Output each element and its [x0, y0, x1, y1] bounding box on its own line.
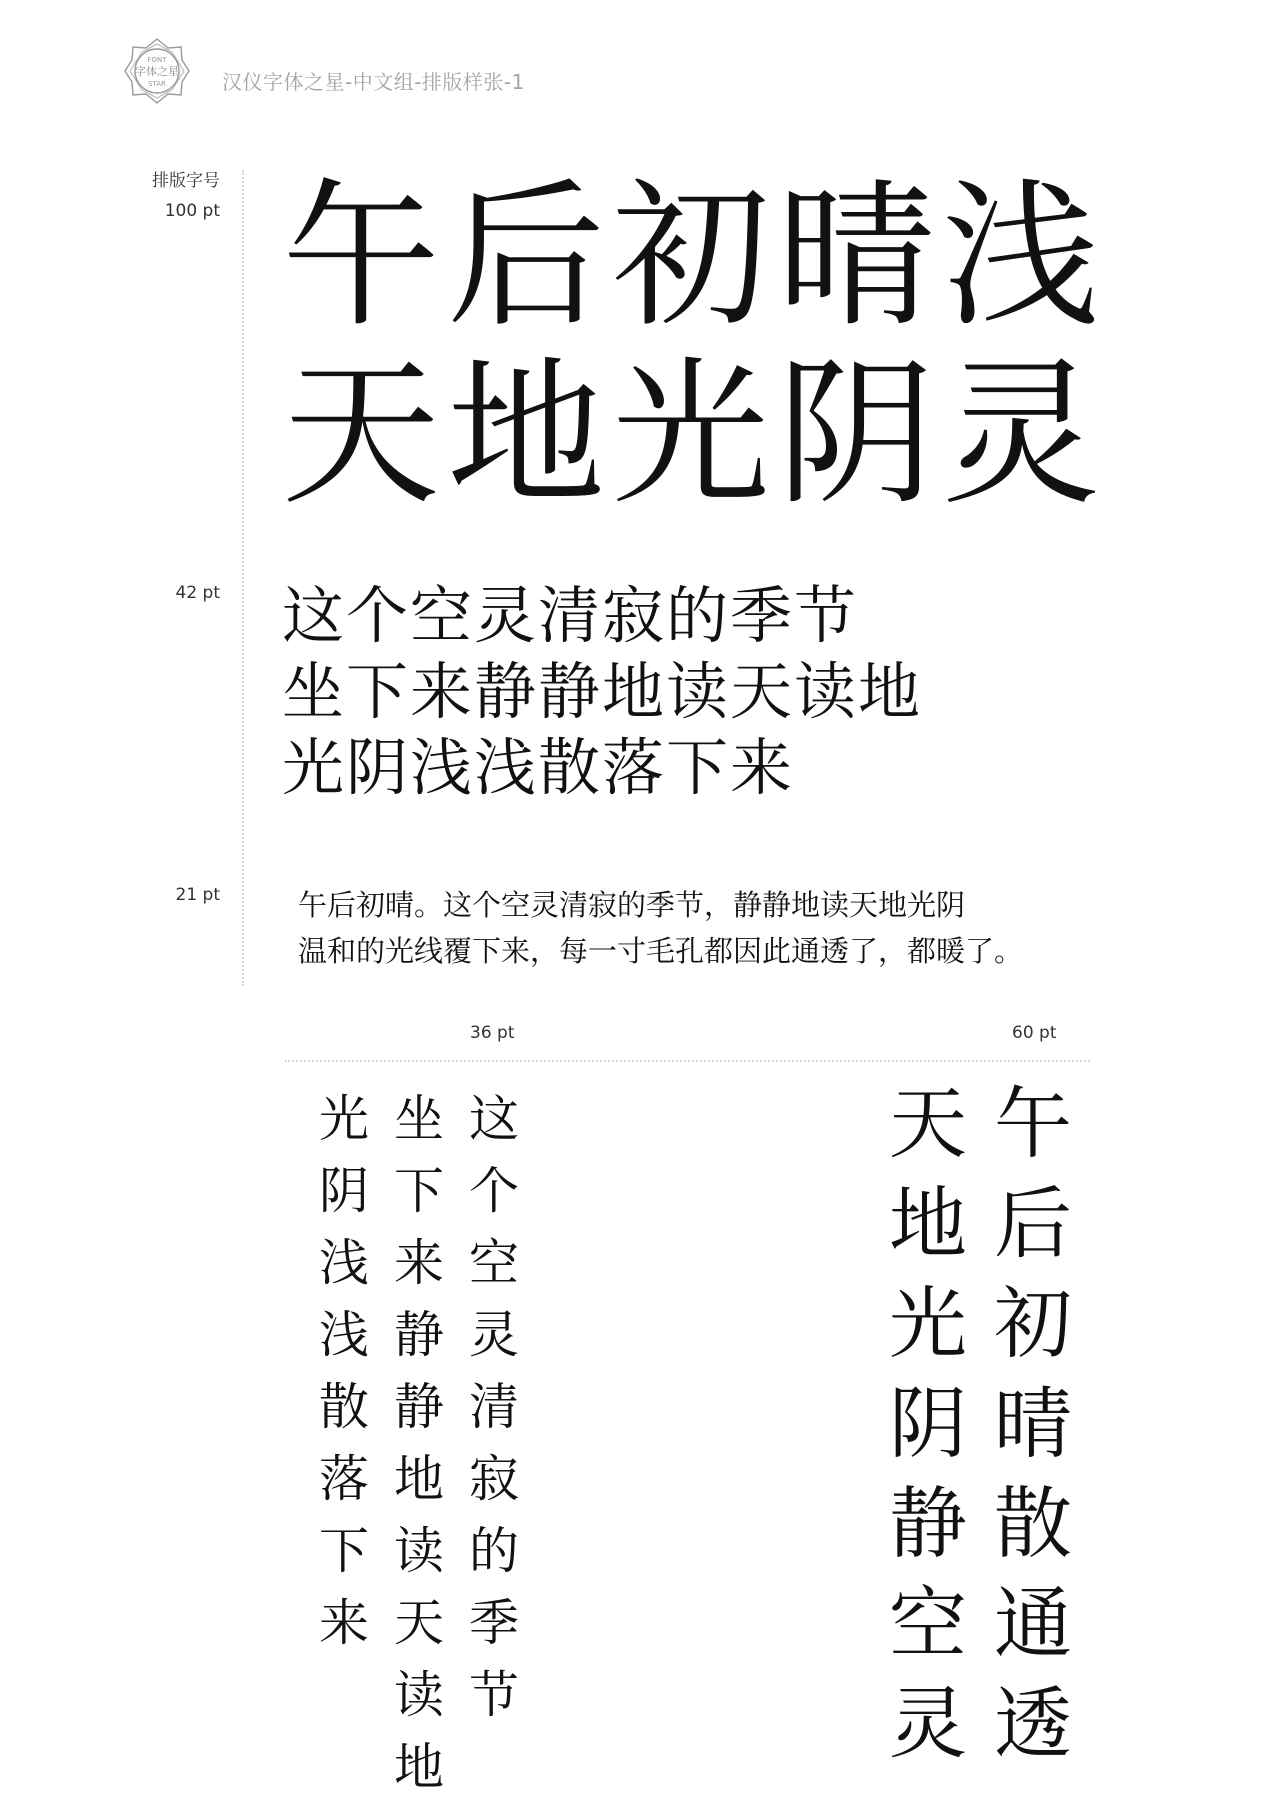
sample-42pt	[282, 578, 922, 806]
size-label-100: 100 pt	[164, 201, 220, 221]
vertical-guide-line	[242, 170, 244, 986]
sample-21pt-line: 午后初晴。这个空灵清寂的季节，静静地读天地光阴	[298, 888, 966, 922]
sample-100pt-line: 天地光阴灵	[282, 343, 1107, 527]
horizontal-guide-line	[285, 1060, 1090, 1062]
vertical-36pt-column: 光阴浅浅散落下来	[311, 1092, 369, 1668]
sample-21pt-line: 温和的光线覆下来，每一寸毛孔都因此通透了，都暖了。	[298, 934, 1024, 968]
size-label-42: 42 pt	[175, 583, 220, 603]
logo-text-bottom: STAR	[148, 80, 166, 88]
vertical-36pt-column: 这个空灵清寂的季节	[461, 1092, 519, 1740]
size-label-36: 36 pt	[470, 1023, 515, 1043]
logo-text-main: 字体之星	[135, 65, 179, 78]
sample-42pt-line: 坐下来静静地读天读地	[282, 655, 923, 728]
vertical-36pt-column: 坐下来静静地读天读地	[386, 1092, 444, 1812]
font-star-logo	[124, 38, 190, 104]
page-title: 汉仪字体之星-中文组-排版样张-1	[222, 70, 525, 94]
size-heading-label: 排版字号	[152, 171, 220, 191]
sample-42pt-line: 光阴浅浅散落下来	[282, 731, 795, 804]
sample-100pt	[282, 165, 1107, 527]
size-label-60: 60 pt	[1012, 1023, 1057, 1043]
sample-42pt-line: 这个空灵清寂的季节	[282, 579, 859, 652]
vertical-60pt-column: 天地光阴静空灵	[876, 1082, 966, 1782]
size-label-21: 21 pt	[175, 885, 220, 905]
logo-text-top: FONT	[147, 56, 167, 64]
sample-100pt-line: 午后初晴浅	[282, 165, 1107, 349]
sample-21pt	[298, 882, 1023, 974]
vertical-60pt-column: 午后初晴散通透	[981, 1082, 1071, 1782]
